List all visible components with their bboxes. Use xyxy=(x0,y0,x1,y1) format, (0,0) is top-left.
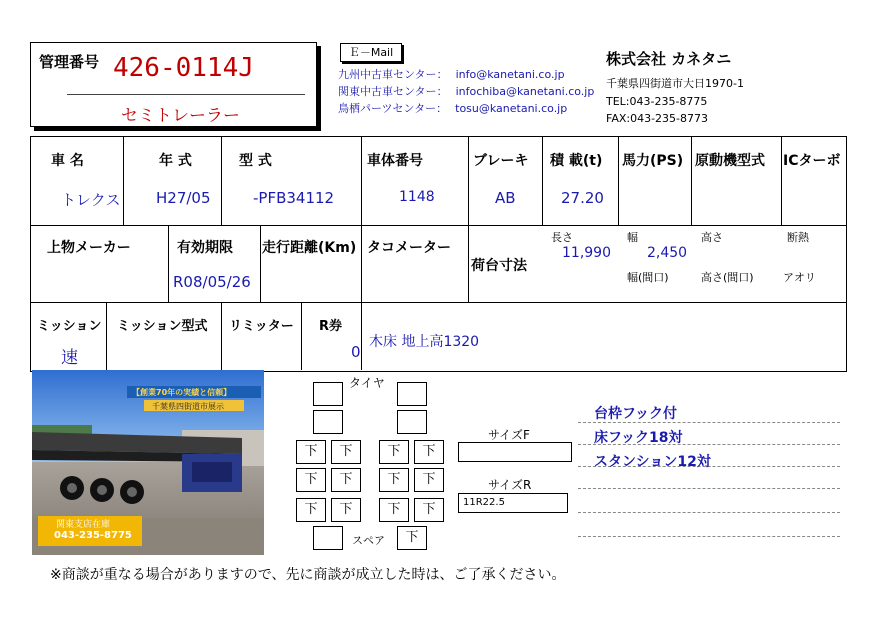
value-brake: AB xyxy=(495,189,516,207)
tire-slot: 下 xyxy=(379,498,409,522)
value-chassis: 1148 xyxy=(399,189,435,205)
tire-slot-empty xyxy=(397,410,427,434)
dims-insulation-label: 断熱 xyxy=(787,231,809,244)
contact-list xyxy=(338,66,594,117)
label-r-ticket: R券 xyxy=(319,319,343,334)
feature-item: 床フック18対 xyxy=(594,430,683,446)
size-f-field xyxy=(458,442,572,462)
label-hp: 馬力(PS) xyxy=(622,153,684,169)
size-r-label: サイズR xyxy=(488,478,532,492)
id-value: 426-0114J xyxy=(113,53,254,83)
dims-height-inner-label: 高さ(間口) xyxy=(701,271,754,284)
label-inspection: 有効期限 xyxy=(177,240,233,256)
company-tel: TEL:043-235-8775 xyxy=(606,95,708,108)
label-maker: 上物メーカー xyxy=(47,240,131,256)
feature-item: 台枠フック付 xyxy=(594,406,678,422)
row3-note: 木床 地上高1320 xyxy=(369,334,480,350)
tires-title: タイヤ xyxy=(349,376,385,390)
contact-email[interactable]: info@kanetani.co.jp xyxy=(455,68,565,81)
dims-gate-label: アオリ xyxy=(783,271,816,284)
value-inspection: R08/05/26 xyxy=(173,273,251,291)
tire-slot-empty xyxy=(397,382,427,406)
value-year: H27/05 xyxy=(156,189,211,207)
company-address: 千葉県四街道市大日1970-1 xyxy=(606,77,744,90)
size-r-field: 11R22.5 xyxy=(458,493,568,513)
id-box xyxy=(30,42,317,127)
label-tacho: タコメーター xyxy=(367,240,451,256)
tire-slot: 下 xyxy=(379,440,409,464)
label-name: 車 名 xyxy=(51,153,84,169)
photo-branch: 関東支店在庫 xyxy=(56,520,111,530)
contact-center: 鳥栖パーツセンター xyxy=(338,102,437,115)
value-name: トレクス xyxy=(61,191,121,209)
dims-length-label: 長さ xyxy=(551,231,573,244)
contact-row: 鳥栖パーツセンター： tosu@kanetani.co.jp xyxy=(338,102,568,115)
tire-slot: 下 xyxy=(414,468,444,492)
dims-height-label: 高さ xyxy=(701,231,723,244)
spare-slot-empty xyxy=(313,526,343,550)
value-r-ticket: 0 xyxy=(351,343,361,361)
tire-slot-empty xyxy=(313,382,343,406)
feature-item: スタンション12対 xyxy=(594,454,711,470)
photo-banner: 【創業70年の実績と信頼】 xyxy=(132,388,232,397)
contact-center: 関東中古車センター xyxy=(338,85,437,98)
tire-slot: 下 xyxy=(331,498,361,522)
value-mission: 速 xyxy=(61,348,78,368)
dims-length-value: 11,990 xyxy=(562,245,611,261)
contact-center: 九州中古車センター xyxy=(338,68,437,81)
contact-email[interactable]: infochiba@kanetani.co.jp xyxy=(455,85,595,98)
spec-table xyxy=(30,136,847,372)
company-block xyxy=(606,48,744,125)
size-f-label: サイズF xyxy=(488,428,530,442)
label-mission-type: ミッション型式 xyxy=(117,319,208,334)
vehicle-photo xyxy=(32,370,264,555)
tire-slot: 下 xyxy=(331,440,361,464)
dims-width-value: 2,450 xyxy=(647,245,688,261)
label-year: 年 式 xyxy=(159,153,192,169)
label-mileage: 走行距離(Km) xyxy=(262,240,357,256)
dims-width-inner-label: 幅(間口) xyxy=(627,271,669,284)
photo-phone: 043-235-8775 xyxy=(54,530,132,541)
label-limiter: リミッター xyxy=(229,319,294,334)
label-dims: 荷台寸法 xyxy=(471,258,527,274)
label-ic: ICターボ xyxy=(783,153,841,169)
company-fax: FAX:043-235-8773 xyxy=(606,112,709,125)
label-mission: ミッション xyxy=(37,319,102,334)
tire-slot: 下 xyxy=(414,498,444,522)
contact-email[interactable]: tosu@kanetani.co.jp xyxy=(455,102,568,115)
tire-slot: 下 xyxy=(296,468,326,492)
tire-slot-empty xyxy=(313,410,343,434)
contact-row: 九州中古車センター： info@kanetani.co.jp xyxy=(338,68,565,81)
tire-slot: 下 xyxy=(331,468,361,492)
tire-slot: 下 xyxy=(414,440,444,464)
label-model: 型 式 xyxy=(239,153,272,169)
dims-width-label: 幅 xyxy=(627,231,638,244)
value-model: -PFB34112 xyxy=(253,189,335,207)
email-title: Ｅ－Mail xyxy=(340,43,402,62)
contact-row: 関東中古車センター： infochiba@kanetani.co.jp xyxy=(338,85,595,98)
value-capacity: 27.20 xyxy=(561,189,604,207)
tire-slot: 下 xyxy=(379,468,409,492)
id-label: 管理番号 xyxy=(39,53,100,71)
tire-slot: 下 xyxy=(296,498,326,522)
feature-list xyxy=(594,402,711,474)
label-capacity: 積 載(t) xyxy=(550,153,603,169)
company-name: 株式会社 カネタニ xyxy=(606,50,732,68)
id-divider xyxy=(67,94,305,95)
footer-note: ※商談が重なる場合がありますので、先に商談が成立した時は、ご了承ください。 xyxy=(50,567,566,583)
category-label: セミトレーラー xyxy=(121,106,240,126)
photo-location: 千葉県四街道市展示 xyxy=(152,402,224,411)
label-engine: 原動機型式 xyxy=(695,153,765,169)
label-chassis: 車体番号 xyxy=(367,153,423,169)
spare-label: スペア xyxy=(352,534,385,547)
spare-slot: 下 xyxy=(397,526,427,550)
tire-slot: 下 xyxy=(296,440,326,464)
label-brake: ブレーキ xyxy=(473,153,529,169)
